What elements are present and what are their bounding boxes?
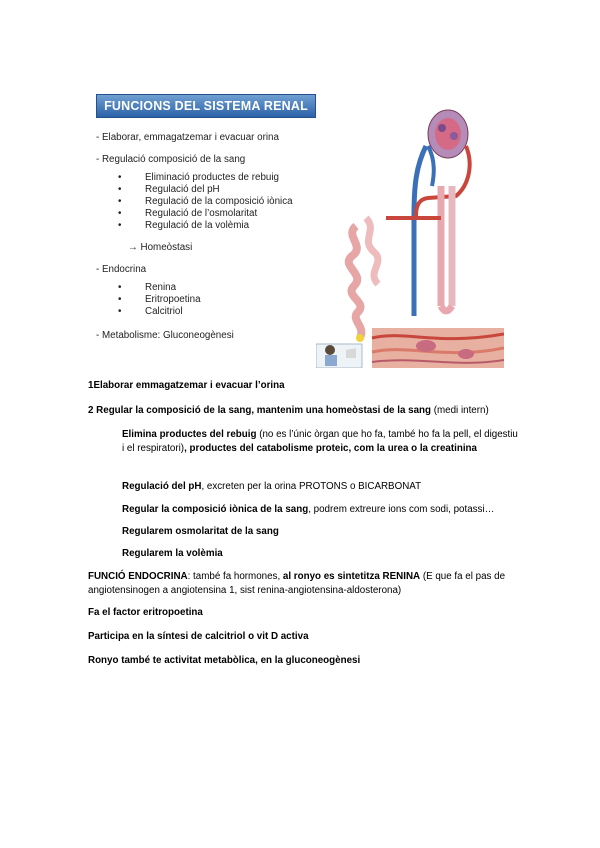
bullet: • — [118, 172, 122, 183]
paragraph-1 — [88, 379, 285, 393]
slide-sub-item: Regulació de la composició iònica — [145, 196, 293, 207]
paragraph-4 — [122, 480, 522, 494]
slide-sub-item: Calcitriol — [145, 306, 183, 317]
paragraph-8 — [88, 570, 508, 598]
bullet: • — [118, 282, 122, 293]
paragraph-text: Regular la composició iònica de la sang — [122, 504, 309, 515]
paragraph-text: Regularem la volèmia — [122, 548, 223, 559]
bullet: • — [118, 184, 122, 195]
slide-image — [88, 88, 508, 370]
paragraph-text: Regulació del pH — [122, 481, 202, 492]
paragraph-text: (no es l’únic òrgan que ho fa, també ho fa la pell, el digestiu i el respiratori) — [122, 429, 518, 454]
slide-line-3: - Endocrina — [96, 264, 147, 275]
slide-sub-item: Renina — [145, 282, 177, 293]
slide-line-4: - Metabolisme: Gluconeogènesi — [96, 330, 234, 341]
paragraph-text: Regularem osmolaritat de la sang — [122, 526, 279, 537]
paragraph-11 — [88, 654, 360, 668]
slide-sub-item: Regulació del pH — [145, 184, 220, 195]
paragraph-text: (E que fa el pas de angiotensinogen a angiotensina 1, sist renina-angiotensina-aldosterona) — [88, 571, 506, 596]
paragraph-9 — [88, 606, 203, 620]
paragraph-7 — [122, 547, 522, 561]
paragraph-text: al ronyo es sintetitza RENINA — [280, 571, 421, 582]
slide-sub-item: Regulació de la volèmia — [145, 220, 250, 231]
paragraph-text: FUNCIÓ ENDOCRINA — [88, 571, 188, 582]
paragraph-text: 1Elaborar emmagatzemar i evacuar l’orina — [88, 380, 285, 391]
slide-sub-item: Eritropoetina — [145, 294, 201, 305]
paragraph-text: 2 Regular la composició de la sang, mantenim una homeòstasi de la sang — [88, 405, 431, 416]
paragraph-text: Participa en la síntesi de calcitriol o vit D activa — [88, 631, 309, 642]
paragraph-text: Elimina productes del rebuig — [122, 429, 257, 440]
paragraph-text: , excreten per la orina PROTONS o BICARBONAT — [201, 481, 422, 492]
slide-sub-item: Regulació de l’osmolaritat — [145, 208, 258, 219]
bullet: • — [118, 208, 122, 219]
slide-sub-item: Eliminació productes de rebuig — [145, 172, 279, 183]
paragraph-text: (medi intern) — [431, 405, 489, 416]
bullet: • — [118, 306, 122, 317]
paragraph-text: , productes del catabolisme proteic, com la urea o la creatinina — [184, 443, 477, 454]
slide-line-2: - Regulació composició de la sang — [96, 154, 246, 165]
paragraph-10 — [88, 630, 309, 644]
slide-title: FUNCIONS DEL SISTEMA RENAL — [96, 94, 316, 118]
paragraph-text: Ronyo també te activitat metabòlica, en la gluconeogènesi — [88, 655, 361, 666]
bullet: • — [118, 294, 122, 305]
paragraph-3 — [122, 428, 522, 456]
bullet: • — [118, 196, 122, 207]
paragraph-2 — [88, 404, 489, 418]
paragraph-text: , podrem extreure ions com sodi, potassi… — [308, 504, 495, 515]
paragraph-text: : també fa hormones, — [187, 571, 281, 582]
homeostasi-arrow-text: → Homeòstasi — [128, 242, 193, 253]
nephron-illustration — [316, 106, 504, 368]
slide-line-1: - Elaborar, emmagatzemar i evacuar orina — [96, 132, 279, 143]
paragraph-5 — [122, 503, 522, 517]
bullet: • — [118, 220, 122, 231]
paragraph-6 — [122, 525, 522, 539]
paragraph-text: Fa el factor eritropoetina — [88, 607, 203, 618]
